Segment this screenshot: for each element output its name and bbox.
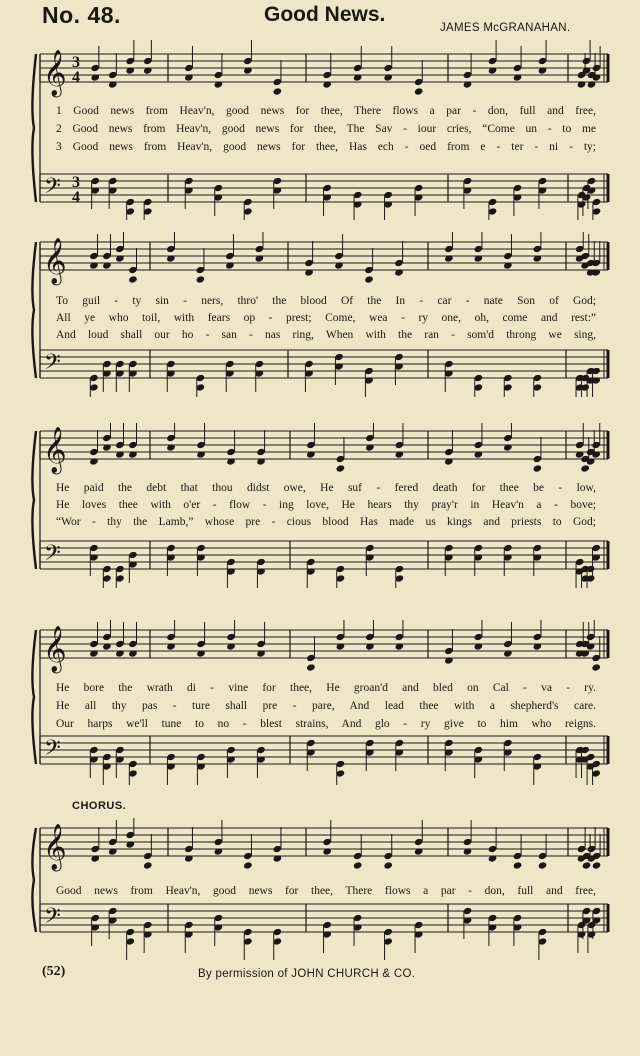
treble-clef-icon: 𝄞 — [43, 427, 67, 473]
treble-clef-icon: 𝄞 — [43, 824, 67, 870]
chorus-line: Good news from Heav'n, good news for thee, There flows a par - don, full and free, — [56, 885, 596, 897]
hymn-number: No. 48. — [42, 2, 121, 28]
treble-clef-icon: 𝄞 — [43, 50, 67, 96]
treble-clef-icon: 𝄞 — [43, 626, 67, 672]
verse-1-line: He bore the wrath di - vine for thee, He groan'd and bled on Cal - va - ry. — [56, 682, 596, 694]
bass-clef-icon: 𝄢 — [44, 174, 61, 204]
page-number: (52) — [42, 964, 66, 979]
verse-2-line: He loves thee with o'er - flow - ing love, He hears thy pray'r in Heav'n a - bove; — [56, 499, 596, 511]
bass-clef-icon: 𝄢 — [44, 350, 61, 380]
treble-clef-icon: 𝄞 — [43, 238, 67, 284]
svg-text:4: 4 — [72, 69, 80, 86]
bass-clef-icon: 𝄢 — [44, 736, 61, 766]
verse-3-line: And loud shall our ho - san - nas ring, When with the ran - som'd throng we sing, — [56, 329, 596, 341]
permission-credit: By permission of JOHN CHURCH & CO. — [198, 968, 416, 980]
verse-1-line: To guil - ty sin - ners, thro' the blood Of the In - car - nate Son of God; — [56, 295, 596, 307]
svg-text:3: 3 — [72, 174, 80, 191]
chorus-label: CHORUS. — [72, 800, 127, 812]
verse-3-line: Our harps we'll tune to no - blest strains, And glo - ry give to him who reigns. — [56, 718, 596, 730]
verse-2-line: All ye who toil, with fears op - prest; Come, wea - ry one, oh, come and rest:” — [56, 312, 596, 324]
bass-clef-icon: 𝄢 — [44, 541, 61, 571]
bass-clef-icon: 𝄢 — [44, 904, 61, 934]
verse-2-line: 2 Good news from Heav'n, good news for thee, The Sav - iour cries, “Come un - to me — [56, 123, 596, 135]
verse-2-line: He all thy pas - ture shall pre - pare, And lead thee with a shepherd's care. — [56, 700, 596, 712]
svg-text:3: 3 — [72, 54, 80, 71]
hymn-title: Good News. — [264, 3, 386, 26]
verse-1-line: He paid the debt that thou didst owe, He suf - fered death for thee be - low, — [56, 482, 596, 494]
verse-3-line: 3 Good news from Heav'n, good news for thee, Has ech - oed from e - ter - ni - ty; — [56, 141, 596, 153]
composer-name: JAMES McGRANAHAN. — [440, 22, 571, 34]
svg-text:4: 4 — [72, 189, 80, 206]
verse-1-line: 1 Good news from Heav'n, good news for thee, There flows a par - don, full and free, — [56, 105, 596, 117]
verse-3-line: “Wor - thy the Lamb,” whose pre - cious blood Has made us kings and priests to God; — [56, 516, 596, 528]
